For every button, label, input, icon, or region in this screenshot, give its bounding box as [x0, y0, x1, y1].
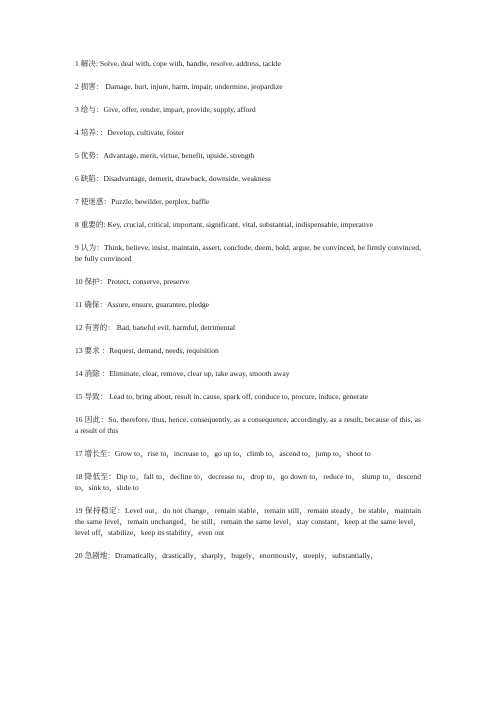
list-item: 18 降低至：Dip to，fall to，decline to，decrease to，drop to，go down to，reduce to， slump to，descend to，sink to，slide to [75, 472, 421, 492]
list-item: 14 消除 ：Eliminate, clear, remove, clear up, take away, smooth away [75, 369, 290, 378]
list-item: 7 使迷惑：Puzzle, bewilder, perplex, baffle [75, 197, 210, 206]
list-item: 10 保护：Protect, conserve, preserve [75, 277, 190, 286]
list-item: 16 因此：So, therefore, thus, hence, consequently, as a consequence, accordingly, as a result, because of this, as a result of this [75, 415, 421, 435]
list-item: 20 急剧地：Dramatically，drastically，sharply，hugely，enormously，steeply，substantially， [75, 551, 379, 560]
vocabulary-list [75, 58, 421, 573]
list-item: 9 认为：Think, believe, insist, maintain, assert, conclude, deem, hold, argue, be convinced, be firmly convinced, be fully convinced [75, 243, 421, 263]
list-item: 6 缺陷：Disadvantage, demerit, drawback, downside, weakness [75, 174, 271, 183]
list-item: 11 确保：Assure, ensure, guarantee, pledge [75, 300, 210, 309]
list-item: 4 培养：：Develop, cultivate, foster [75, 128, 185, 137]
list-item: 19 保持稳定：Level out，do not change，remain stable，remain still，remain steady，be stable，maintain the same level，remain unchanged，be still，remain the same level，stay constant，keep at the same level，level off，stabilize，keep its stability，even out [75, 506, 421, 537]
list-item: 8 重要的: Key, crucial, critical, important, significant, vital, substantial, indispensable, imperative [75, 220, 374, 229]
list-item: 13 要求 ：Request, demand, needs, requisition [75, 346, 219, 355]
list-item: 12 有害的： Bad, baneful evil, harmful, detrimental [75, 323, 236, 332]
list-item: 2 损害： Damage, hurt, injure, harm, impair, undermine, jeopardize [75, 82, 283, 91]
list-item: 5 优势：Advantage, merit, virtue, benefit, upside, strength [75, 151, 255, 160]
list-item: 17 增长至：Grow to，rise to，increase to，go up to，climb to，ascend to，jump to，shoot to [75, 449, 371, 458]
list-item: 15 导致： Lead to, bring about, result in, cause, spark off, conduce to, procure, induce, generate [75, 392, 369, 401]
list-item: 3 给与：Give, offer, render, impart, provide, supply, afford [75, 105, 256, 114]
list-item: 1 解决: Solve, deal with, cope with, handle, resolve, address, tackle [75, 59, 281, 68]
